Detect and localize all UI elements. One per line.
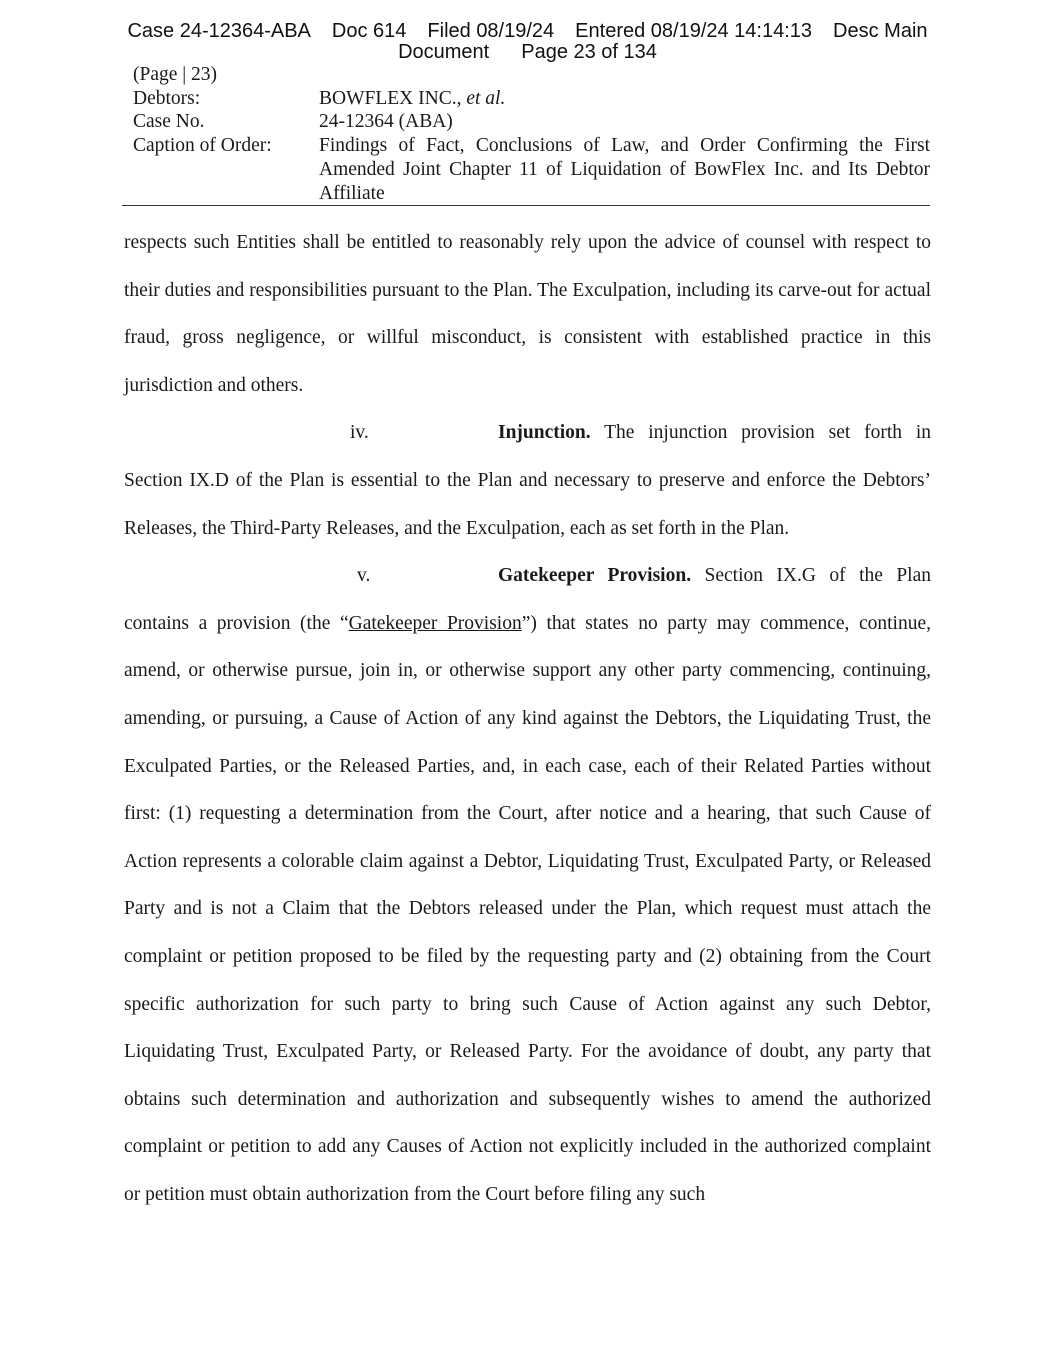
filing-stamp-line-1 [0, 20, 1055, 42]
paragraph-exculpation-continued: respects such Entities shall be entitled to reasonably rely upon the advice of counsel with respect to their duties and responsibilities pursuant to the Plan. The Exculpation, including its carve-out for actual fraud, gross negligence, or willful misconduct, is consistent with established practice in this jurisdiction and others. [124, 232, 931, 396]
section-v-text-2: ”) that states no party may commence, continue, amend, or otherwise pursue, join in, or otherwise support any other party commencing, continuing, amending, or pursuing, a Cause of Action of any kind against the Debtors, the Liquidating Trust, the Exculpated Parties, or the Released Parties, and, in each case, each of their Related Parties without first: (1) requesting a determination from the Court, after notice and a hearing, that such Cause of Action represents a colorable claim against a Debtor, Liquidating Trust, Exculpated Party, or Released Party and is not a Claim that the Debtors released under the Plan, which request must attach the complaint or petition proposed to be filed by the requesting party and (2) obtaining from the Court specific authorization for such party to bring such Cause of Action against any such Debtor, Liquidating Trust, Exculpated Party, or Released Party. For the avoidance of doubt, any party that obtains such determination and authorization and subsequently wishes to amend the authorized complaint or petition to add any Causes of Action not explicitly included in the authorized complaint or petition must obtain authorization from the Court before filing any such [124, 612, 932, 1205]
caption-debtors-label: Debtors: [133, 87, 201, 109]
section-v-number: v. [357, 565, 371, 587]
caption-case-label: Case No. [133, 111, 205, 133]
caption-debtors-value [319, 87, 933, 111]
caption-order-value: Findings of Fact, Conclusions of Law, and Order Confirming the First Amended Joint Chapter 11 of Liquidation of BowFlex Inc. and Its Debtor Affiliate [319, 135, 930, 204]
caption-divider [122, 205, 930, 206]
document-label-stamp: Document [398, 41, 490, 63]
desc-stamp: Desc Main [833, 20, 928, 42]
caption-debtors-row [133, 87, 933, 111]
section-iv-number: iv. [350, 422, 369, 444]
caption-page-ref: (Page | 23) [133, 64, 218, 85]
doc-number-stamp: Doc 614 [331, 20, 407, 42]
caption-order-label: Caption of Order: [133, 135, 272, 157]
case-number-stamp: Case 24-12364-ABA [127, 20, 311, 42]
caption-case-value: 24-12364 (ABA) [319, 111, 453, 133]
caption-order-row [133, 134, 933, 205]
section-iv-heading: Injunction. [498, 422, 591, 444]
section-iv-text: The injunction provision set forth in Section IX.D of the Plan is essential to the Plan and necessary to preserve and enforce the Debtors’ Releases, the Third-Party Releases, and the Exculpation, each as set forth in the Plan. [124, 422, 931, 539]
section-v-text-1: Section IX.G of the Plan contains a provision (the “ [124, 565, 931, 634]
case-caption [133, 63, 933, 205]
section-v-heading: Gatekeeper Provision. [498, 565, 692, 587]
entered-date-stamp: Entered 08/19/24 14:14:13 [575, 20, 813, 42]
debtors-name: BOWFLEX INC., [319, 87, 462, 109]
section-v-gatekeeper [124, 552, 931, 1218]
debtors-et-al: et al. [466, 87, 506, 109]
caption-case-row [133, 110, 933, 134]
section-iv-injunction [124, 409, 931, 552]
gatekeeper-provision-defined-term: Gatekeeper Provision [348, 612, 522, 634]
page-count-stamp: Page 23 of 134 [521, 41, 657, 63]
document-body [124, 219, 931, 1218]
filed-date-stamp: Filed 08/19/24 [427, 20, 555, 42]
caption-page-ref-row [133, 63, 933, 87]
filing-stamp-line-2 [0, 41, 1055, 63]
